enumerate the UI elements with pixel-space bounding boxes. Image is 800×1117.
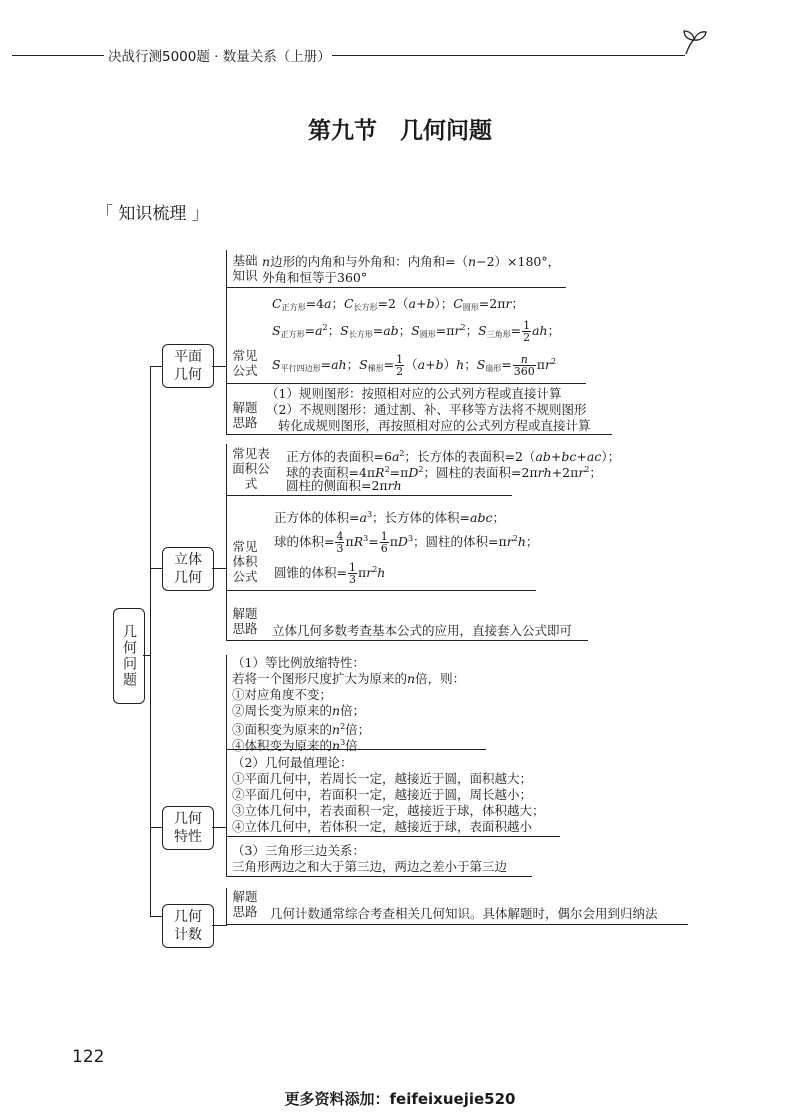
solid-divider-3 (226, 640, 588, 641)
solid-surface-3: 圆柱的侧面积=2πrh (286, 478, 402, 493)
solid-divider-1 (226, 495, 512, 496)
solid-volume-1: 正方体的体积$=a^3$；长方体的体积=abc； (274, 510, 505, 525)
property-2-title: （2）几何最值理论： (232, 755, 353, 770)
solid-surface-2: 球的表面积$=4\pi R^2=\pi D^2$；圆柱的表面积$=2\pi rh+2\pi r^2$； (286, 465, 602, 480)
property-spine (226, 655, 227, 877)
root-label: 几何问题 (121, 624, 137, 688)
solid-surface-label: 常见表面积公式 (232, 446, 270, 491)
solid-connector (212, 568, 226, 569)
solid-spine (226, 444, 227, 640)
branch-solid (150, 568, 162, 569)
sprout-icon (679, 28, 709, 56)
plane-solve-3: 转化成规则图形，再按照相对应的公式列方程或直接计算 (278, 418, 591, 433)
plane-formula-3: $S_{平行四边形}=ah$；$S_{梯形}=$ $\frac{1}{2}$ （a+b）h；$S_{扇形}=$ $\frac{n}{360}$ $\pi r^2$ (272, 353, 557, 378)
plane-divider-2 (226, 383, 586, 384)
page-number: 122 (72, 1047, 105, 1067)
branch-property (150, 827, 162, 828)
property-1-item-3: ③面积变为原来的$n^2$倍； (232, 722, 371, 737)
watermark-text: 更多资料添加：feifeixuejie520 (284, 1090, 516, 1108)
node-geometry-counting: 几何计数 (162, 904, 214, 948)
root-connector (143, 655, 151, 656)
property-3-body: 三角形两边之和大于第三边，两边之差小于第三边 (232, 859, 508, 874)
property-3-title: （3）三角形三边关系： (232, 843, 365, 858)
knowledge-heading: 「 知识梳理 」 (96, 204, 209, 224)
solid-solve-text: 立体几何多数考查基本公式的应用，直接套入公式即可 (272, 623, 573, 638)
property-divider-2 (226, 836, 560, 837)
counting-divider (226, 924, 688, 925)
plane-solve-label: 解题思路 (232, 400, 258, 430)
header-rule-left (12, 55, 104, 56)
section-title: 第九节 几何问题 (308, 118, 492, 144)
plane-basic-line2: 外角和恒等于360° (262, 270, 368, 285)
solid-volume-3: 圆锥的体积= $\frac{1}{3}$ $\pi r^2h$ (274, 561, 386, 586)
book-title: 决战行测5000题 · 数量关系（上册） (108, 49, 331, 65)
plane-divider-3 (226, 434, 612, 435)
counting-solve-text: 几何计数通常综合考查相关几何知识。具体解题时，偶尔会用到归纳法 (270, 906, 658, 921)
solid-divider-2 (226, 590, 536, 591)
property-divider-1 (226, 749, 486, 750)
branch-plane (150, 366, 162, 367)
node-solid-geometry: 立体几何 (162, 547, 214, 591)
header-rule-right (332, 55, 685, 56)
property-1-title: （1）等比例放缩特性： (232, 655, 365, 670)
counting-connector (212, 925, 226, 926)
plane-basic-label: 基础知识 (232, 253, 258, 283)
property-divider-3 (226, 876, 532, 877)
property-2-item-2: ②平面几何中，若面积一定，越接近于圆，周长越小； (232, 787, 533, 802)
plane-divider-1 (226, 287, 566, 288)
solid-solve-label: 解题思路 (232, 606, 258, 636)
solid-volume-label: 常见体积公式 (232, 539, 258, 584)
plane-formula-1: $C_{正方形}=4a$；$C_{长方形}=2(a+b)$；$C_{圆形}=2\pi r$； (272, 296, 524, 312)
solid-surface-1: 正方体的表面积$=6a^2$；长方体的表面积=2（ab+bc+ac）； (286, 449, 621, 464)
plane-formula-2: $S_{正方形}=a^2$；$S_{长方形}=ab$；$S_{圆形}=\pi r^2$；$S_{三角形}=$ $\frac{1}{2}$ ah； (272, 319, 561, 344)
property-2-item-3: ③立体几何中，若表面积一定，越接近于球，体积越大； (232, 803, 545, 818)
plane-spine (226, 250, 227, 434)
property-2-item-4: ④立体几何中，若体积一定，越接近于球，表面积越小 (232, 819, 533, 834)
plane-formula-label: 常见公式 (232, 348, 258, 378)
property-1-item-1: ①对应角度不变； (232, 687, 333, 702)
counting-solve-label: 解题思路 (232, 889, 258, 919)
property-2-item-1: ①平面几何中，若周长一定，越接近于圆，面积越大； (232, 771, 533, 786)
node-plane-geometry: 平面几何 (162, 344, 214, 388)
plane-solve-2: （2）不规则图形：通过割、补、平移等方法将不规则图形 (266, 402, 587, 417)
property-1-item-2: ②周长变为原来的n倍； (232, 703, 366, 718)
plane-connector (212, 366, 226, 367)
counting-spine (226, 888, 227, 926)
solid-volume-2: 球的体积= $\frac{4}{3}$ $\pi R^3=$ $\frac{1}{6}$ $\pi D^3$；圆柱的体积$=\pi r^2h$； (274, 530, 539, 555)
property-1-intro: 若将一个图形尺度扩大为原来的n倍，则： (232, 671, 466, 686)
plane-basic-line1: n边形的内角和与外角和：内角和=（n−2）×180°， (262, 254, 561, 269)
plane-solve-1: （1）规则图形：按照相对应的公式列方程或直接计算 (266, 386, 562, 401)
property-connector (212, 827, 226, 828)
root-node-geometry (113, 608, 145, 704)
trunk-line (150, 366, 151, 916)
property-1-item-4: ④体积变为原来的$n^3$倍 (232, 738, 358, 753)
node-geometry-properties: 几何特性 (162, 806, 214, 850)
branch-counting (150, 916, 162, 917)
